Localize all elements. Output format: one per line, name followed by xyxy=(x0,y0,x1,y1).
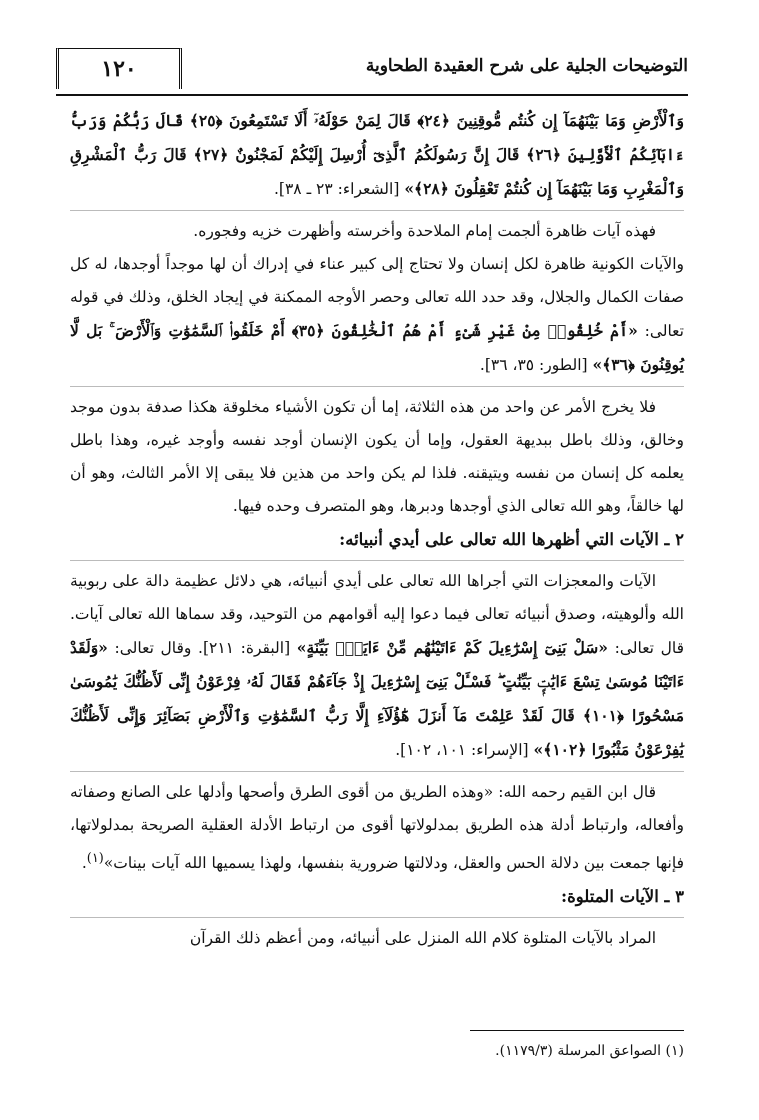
section-heading: ٢ ـ الآيات التي أظهرها الله تعالى على أيدي أنبيائه: xyxy=(339,530,684,549)
quran-passage xyxy=(70,104,684,206)
paragraph: فلا يخرج الأمر عن واحد من هذه الثلاثة، إما أن تكون الأشياء مخلوقة هكذا صدفة بدون موجد وخالق، وذلك باطل ببديهة العقول، وإما أن يكون الإنسان أوجد نفسه وأوجد غيره، وهذا باطل يعلمه كل إنسان من نفسه ويتيقنه. فلذا لم يكن واحد من هذين فلا يبقى إلا الأمر الثالث، وهو أن لها خالقاً، وهو الله تعالى الذي أوجدها ودبرها، وهو المتصرف وحده فيها. xyxy=(70,398,684,515)
quran-text: وَٱلْأَرْضِ وَمَا بَيْنَهُمَآ إِن كُنتُم مُّوقِنِينَ ﴿٢٤﴾ قَالَ لِمَنْ حَوْلَهُۥٓ أَلَا تَسْتَمِعُونَ ﴿٢٥﴾ قَالَ رَبُّكُمْ وَرَبُّ ءَابَآئِكُمُ ٱلْأَوَّلِينَ ﴿٢٦﴾ قَالَ إِنَّ رَسُولَكُمُ ٱلَّذِىٓ أُرْسِلَ إِلَيْكُمْ لَمَجْنُونٌ ﴿٢٧﴾ قَالَ رَبُّ ٱلْمَشْرِقِ وَٱلْمَغْرِبِ وَمَا بَيْنَهُمَآ إِن كُنتُمْ تَعْقِلُونَ ﴿٢٨﴾» xyxy=(70,111,684,198)
divider xyxy=(70,560,684,561)
quote-text: قال ابن القيم رحمه الله: «وهذه الطريق من أقوى الطرق وأصحها وأدلها على الصانع وصفاته وأفعاله، وارتباط أدلة هذه الطريق بمدلولاتها أقوى من ارتباط الأدلة العقلية الصريحة بمدلولاتها، فإنها جمعت بين دلالة الحس والعقل، ودلالتها ضرورية بنفسها، ولهذا يسميها الله آيات بينات» xyxy=(70,783,684,873)
paragraph-text: الآيات والمعجزات التي أجراها الله تعالى على أيدي أنبيائه، هي دلائل عظيمة دالة على ربوبية الله وألوهيته، وصدق أنبيائه تعالى فيما دعوا إليه أقوامهم من التوحيد، وقد سماها الله تعالى آيات. قال تعالى: xyxy=(70,572,685,657)
book-title: التوضيحات الجلية على شرح العقيدة الطحاوية xyxy=(365,56,688,76)
paragraph: قال ابن القيم رحمه الله: «وهذه الطريق من أقوى الطرق وأصحها وأدلها على الصانع وصفاته وأفعاله، وارتباط أدلة هذه الطريق بمدلولاتها أقوى من ارتباط الأدلة العقلية الصريحة بمدلولاتها، فإنها جمعت بين دلالة الحس والعقل، ودلالتها ضرورية بنفسها، ولهذا يسميها الله آيات بينات»$^{(١)}$. xyxy=(70,783,684,873)
divider xyxy=(70,386,684,387)
paragraph: فهذه آيات ظاهرة ألجمت إمام الملاحدة وأخرسته وأظهرت خزيه وفجوره. xyxy=(193,222,656,240)
footnote: (١) الصواعق المرسلة (١١٧٩/٣). xyxy=(495,1043,684,1059)
quran-reference: [الطور: ٣٥، ٣٦]. xyxy=(479,356,588,374)
page-number: ١٢٠ xyxy=(56,48,182,89)
paragraph xyxy=(70,248,684,382)
footnote-marker[interactable]: (١) xyxy=(86,851,104,866)
divider xyxy=(70,210,684,211)
paragraph-text: والآيات الكونية ظاهرة لكل إنسان ولا تحتاج إلى كبير عناء في إدراك أن لها موجداً أوجدها، له كل صفات الكمال والجلال، وقد حدد الله تعالى وحصر الأوجه الممكنة في إيجاد الخلق، وذلك في قوله تعالى: xyxy=(70,255,684,340)
paragraph xyxy=(70,565,684,767)
page-body xyxy=(70,104,684,955)
quran-text: «أَمْ خُلِقُوا۟ مِنْ غَيْرِ شَىْءٍ أَمْ هُمُ ٱلْخَٰلِقُونَ ﴿٣٥﴾ أَمْ خَلَقُوا۟ ٱلسَّمَٰوَٰتِ وَٱلْأَرْضَ ۚ بَل لَّا يُوقِنُونَ ﴿٣٦﴾» xyxy=(70,321,684,374)
quran-text: «وَلَقَدْ ءَاتَيْنَا مُوسَىٰ تِسْعَ ءَايَٰتٍۭ بَيِّنَٰتٍ ۖ فَسْـَٔلْ بَنِىٓ إِسْرَٰٓءِيلَ إِذْ جَآءَهُمْ فَقَالَ لَهُۥ فِرْعَوْنُ إِنِّى لَأَظُنُّكَ يَٰمُوسَىٰ مَسْحُورًا ﴿١٠١﴾ قَالَ لَقَدْ عَلِمْتَ مَآ أَنزَلَ هَٰٓؤُلَآءِ إِلَّا رَبُّ ٱلسَّمَٰوَٰتِ وَٱلْأَرْضِ بَصَآئِرَ وَإِنِّى لَأَظُنُّكَ يَٰفِرْعَوْنُ مَثْبُورًا ﴿١٠٢﴾» xyxy=(70,638,684,759)
divider xyxy=(70,771,684,772)
divider xyxy=(70,917,684,918)
quran-text: «سَلْ بَنِىٓ إِسْرَٰٓءِيلَ كَمْ ءَاتَيْنَٰهُم مِّنْ ءَايَةٍۭ بَيِّنَةٍ» xyxy=(296,638,608,657)
section-heading: ٣ ـ الآيات المتلوة: xyxy=(561,887,684,907)
quran-reference: [الشعراء: ٢٣ ـ ٣٨]. xyxy=(274,180,400,198)
footnote-separator xyxy=(470,1030,684,1031)
quran-reference: [الإسراء: ١٠١، ١٠٢]. xyxy=(395,741,529,759)
quran-reference: [البقرة: ٢١١]. وقال تعالى: xyxy=(114,639,291,657)
running-header xyxy=(56,46,688,96)
paragraph: المراد بالآيات المتلوة كلام الله المنزل على أنبيائه، ومن أعظم ذلك القرآن xyxy=(189,929,656,948)
